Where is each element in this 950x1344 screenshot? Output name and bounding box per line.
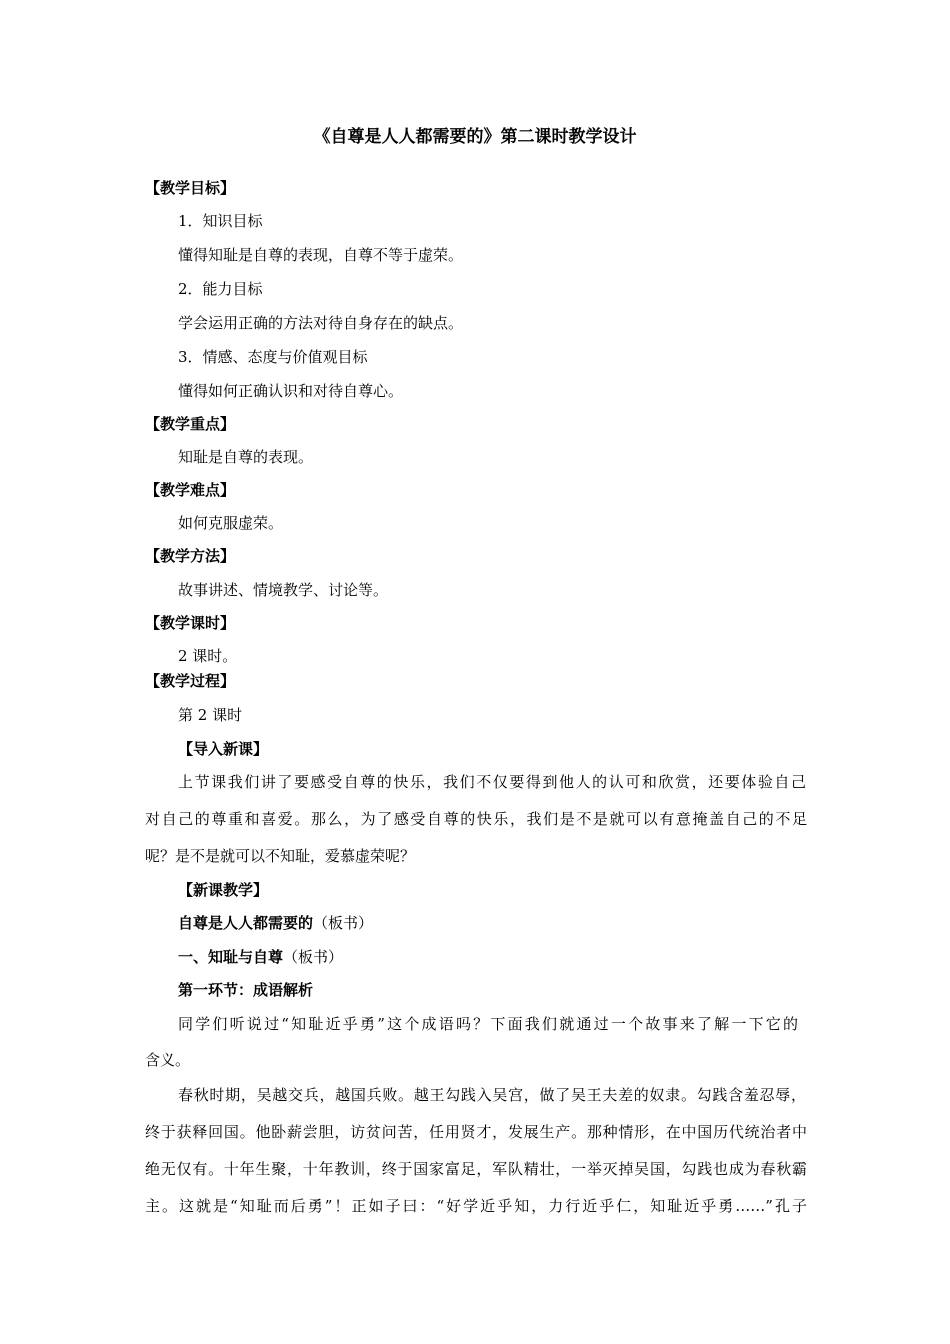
objective-2-text: 学会运用正确的方法对待自身存在的缺点。 — [178, 314, 464, 332]
intro-line-2: 对自己的尊重和喜爱。那么，为了感受自尊的快乐，我们是不是就可以有意掩盖自己的不足 — [145, 810, 807, 828]
section-1-line — [178, 947, 343, 967]
hours-heading: 【教学课时】 — [145, 614, 236, 632]
objective-1-text: 懂得知耻是自尊的表现，自尊不等于虚荣。 — [178, 246, 464, 264]
story-line-1: 春秋时期，吴越交兵，越国兵败。越王勾践入吴宫，做了吴王夫差的奴隶。勾践含羞忍辱， — [178, 1086, 806, 1104]
intro-line-1: 上节课我们讲了要感受自尊的快乐，我们不仅要得到他人的认可和欣赏，还要体验自己 — [178, 773, 806, 791]
method-text: 故事讲述、情境教学、讨论等。 — [178, 581, 389, 599]
key-point-text: 知耻是自尊的表现。 — [178, 448, 314, 466]
hours-text: 2 课时。 — [178, 647, 238, 665]
story-line-4: 主。这就是“知耻而后勇”！正如子曰：“好学近乎知，力行近乎仁，知耻近乎勇……”孔子 — [145, 1197, 807, 1215]
objective-3-label: 3．情感、态度与价值观目标 — [178, 348, 368, 366]
objective-2-label: 2．能力目标 — [178, 280, 263, 298]
intro-heading: 【导入新课】 — [178, 740, 269, 758]
objective-1-label: 1．知识目标 — [178, 212, 263, 230]
board-title-note: （板书） — [313, 914, 374, 932]
difficulty-text: 如何克服虚荣。 — [178, 514, 284, 532]
process-heading: 【教学过程】 — [145, 672, 236, 690]
story-line-2: 终于获释回国。他卧薪尝胆，访贫问苦，任用贤才，发展生产。那种情形，在中国历代统治者中 — [145, 1123, 807, 1141]
method-heading: 【教学方法】 — [145, 547, 236, 565]
board-title-line — [178, 913, 373, 933]
section-1-title: 一、知耻与自尊 — [178, 948, 284, 966]
lesson-label: 第 2 课时 — [178, 706, 243, 724]
key-point-heading: 【教学重点】 — [145, 415, 236, 433]
story-line-3: 绝无仅有。十年生聚，十年教训，终于国家富足，军队精壮，一举灭掉吴国，勾践也成为春秋霸 — [145, 1160, 807, 1178]
document-title: 《自尊是人人都需要的》第二课时教学设计 — [313, 127, 637, 147]
section-1-note: （板书） — [283, 948, 344, 966]
board-title: 自尊是人人都需要的 — [178, 914, 314, 932]
objectives-heading: 【教学目标】 — [145, 179, 236, 197]
part-1-line-2: 含义。 — [145, 1051, 191, 1069]
intro-line-3: 呢？是不是就可以不知耻，爱慕虚荣呢？ — [145, 847, 416, 865]
new-lesson-heading: 【新课教学】 — [178, 881, 269, 899]
part-1-title: 第一环节：成语解析 — [178, 981, 314, 999]
difficulty-heading: 【教学难点】 — [145, 481, 236, 499]
objective-3-text: 懂得如何正确认识和对待自尊心。 — [178, 382, 404, 400]
part-1-line-1: 同学们听说过“知耻近乎勇”这个成语吗？下面我们就通过一个故事来了解一下它的 — [178, 1015, 798, 1033]
